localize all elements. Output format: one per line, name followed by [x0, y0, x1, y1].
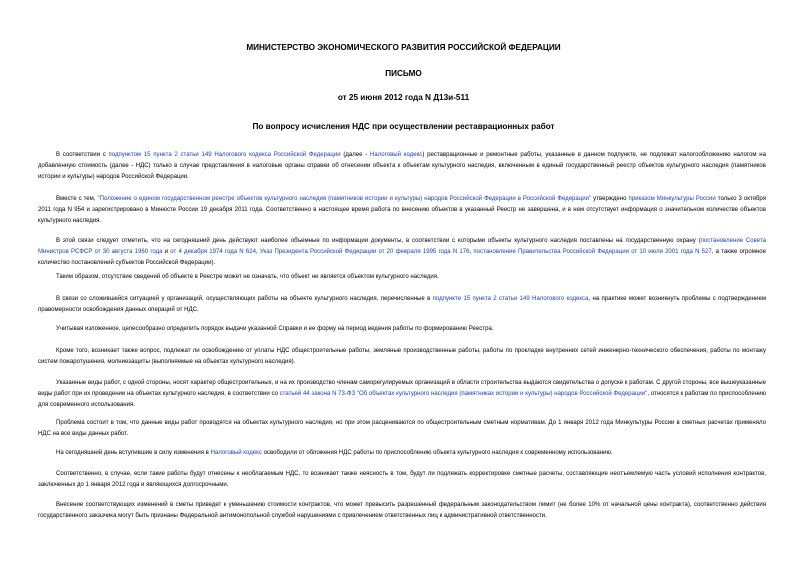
paragraph-text: На сегодняшний день вступившие в силу изменения в	[56, 450, 211, 456]
paragraph-7: Кроме того, возникает также вопрос, подлежат ли освобождению от уплаты НДС общестроительные работы, земляные производственные работы, работы по прокладке внутренних сетей инженерно-технического обеспечения, работы по монтажу систем пожаротушения, молниезащиты (выполняемые на объектах культурного наследия).	[38, 348, 766, 365]
paragraph-text: утверждено	[591, 196, 629, 202]
document-date-number: от 25 июня 2012 года N Д13и-511	[337, 93, 470, 102]
link-tax-code[interactable]: Налоговый кодекс	[210, 450, 262, 456]
paragraph-text: Указанные виды работ, с одной стороны, носят характер общестроительных, и на их производство членам саморегулируемых организаций в области строительства выдаются свидетельства о допуске к работам. С другой стороны, все вышеуказанные виды работ при их проведении на объектах культурного наследия, в соответствии со	[38, 380, 766, 397]
paragraph-4: Таким образом, отсутствие сведений об объекте в Реестре может не означать, что объект не является объектом культурного наследия.	[56, 274, 439, 280]
paragraph-text: ) реставрационные и ремонтные работы, указанные в данном подпункте, не подлежат налогообложению налогом на добавленную стоимость (далее - НДС) только в случае представления в налоговые органы справки об отнесении объекта к объектам культурного наследия, включенным в единый государственный реестр объектов культурного наследия (памятников истории и культуры) народов Российской Федерации.	[38, 152, 767, 180]
paragraph-1	[38, 150, 766, 183]
link-tax-code[interactable]: Налоговый кодекс	[369, 152, 423, 158]
link-registry-regulation[interactable]: "Положение о едином государственном реестре объектов культурного наследия (памятников истории и культуры) народов Российской Федерации в Российской Федерации"	[97, 196, 592, 202]
link-tax-code-article-149[interactable]: подпунктом 15 пункта 2 статьи 149 Налогового кодекса Российской Федерации	[108, 152, 341, 158]
paragraph-text: , а также огромное количество постановлений субъектов Российской Федерации).	[38, 249, 766, 266]
paragraph-3	[38, 236, 766, 269]
link-resolution-1974[interactable]: от 4 декабря 1974 года N 624	[170, 249, 256, 255]
paragraph-text: , на практике может возникнуть проблемы с подтверждением правомерности освобождения данных операций от НДС.	[38, 296, 766, 313]
link-minculture-order[interactable]: приказом Минкультуры России	[628, 196, 716, 202]
paragraph-text: ,	[255, 249, 260, 255]
paragraph-9: Проблема состоит в том, что данные виды работ проводятся на объектах культурного наследия, но при этом расцениваются по общестроительным сметным нормативам. До 1 января 2012 года Минкультуры России в сметных расчетах применяло НДС на все виды данных работ.	[38, 420, 766, 437]
paragraph-text: и	[162, 249, 171, 255]
paragraph-text: ,	[469, 249, 474, 255]
paragraph-text: В этой связи следует отметить, что на сегодняшний день действуют наиболее объемные по информации документы, в соответствии с которыми объекты культурного наследия поставлены на государственную охрану (	[56, 238, 701, 244]
paragraph-5	[38, 294, 766, 316]
paragraph-text: , относятся к работам по приспособлению для современного использования.	[38, 391, 766, 408]
paragraph-text: В соответствии с	[56, 152, 109, 158]
document-subject: По вопросу исчисления НДС при осуществлении реставрационных работ	[252, 122, 555, 131]
paragraph-text: освободили от обложения НДС работы по приспособлению объекта культурного наследия к современному использованию.	[261, 450, 613, 456]
paragraph-text: только 3 октября 2011 года N 954 и зарегистрировано в Минюсте России 19 декабря 2011 года. Соответственно в настоящее время работа по внесению объектов в указанный Реестр не завершена, и в нем отсутствует информация о значительном количестве объектов культурного наследия.	[38, 196, 766, 224]
paragraph-2	[38, 194, 766, 227]
paragraph-text: (далее -	[340, 152, 370, 158]
paragraph-text: В связи со сложившейся ситуацией у организаций, осуществляющих работы на объекте культурного наследия, перечисленные в	[56, 296, 433, 302]
link-presidential-decree-1995[interactable]: Указ Президента Российской Федерации от 20 февраля 1995 года N 176	[259, 249, 470, 255]
link-rsfsr-resolution-1960[interactable]: постановление Совета Министров РСФСР от 30 августа 1960 года	[38, 238, 766, 255]
paragraph-8	[38, 378, 766, 411]
document-type: ПИСЬМО	[385, 69, 422, 78]
paragraph-11: Соответственно, в случае, если такие работы будут отнесены к необлагаемым НДС, то возникает также неясность в том, будут ли подлежать корректировке сметные расчеты, составляющие неотъемлемую часть условий исполнения контрактов, заключенных до 1 января 2012 года и являющихся долгосрочными.	[38, 471, 766, 488]
link-law-73-fz-article-44[interactable]: статьей 44 закона N 73-ФЗ "Об объектах культурного наследия (памятниках истории и культуры) народов Российской Федерации"	[279, 391, 648, 397]
ministry-title: МИНИСТЕРСТВО ЭКОНОМИЧЕСКОГО РАЗВИТИЯ РОССИЙСКОЙ ФЕДЕРАЦИИ	[246, 43, 561, 52]
paragraph-12: Внесение соответствующих изменений в сметы приведет к уменьшению стоимости контрактов, что может превысить разрешенный федеральным законодательством лимит (не более 10% от начальной цены контракта), соответственно действия государственного заказчика могут быть признаны Федеральной антимонопольной службой нарушениями с привлечением ответственных лиц к административной ответственности.	[38, 502, 766, 519]
paragraph-text: Вместе с тем,	[56, 196, 98, 202]
paragraph-10	[38, 448, 766, 459]
link-government-resolution-2001[interactable]: постановление Правительства Российской Федерации от 10 июля 2001 года N 527	[473, 249, 712, 255]
link-tax-code-article-149[interactable]: подпункте 15 пункта 2 статьи 149 Налогового кодекса	[432, 296, 589, 302]
paragraph-6: Учитывая изложенное, целесообразно определить порядок выдачи указанной Справки и ее форму на период ведения работы по формированию Реестра.	[56, 326, 494, 332]
